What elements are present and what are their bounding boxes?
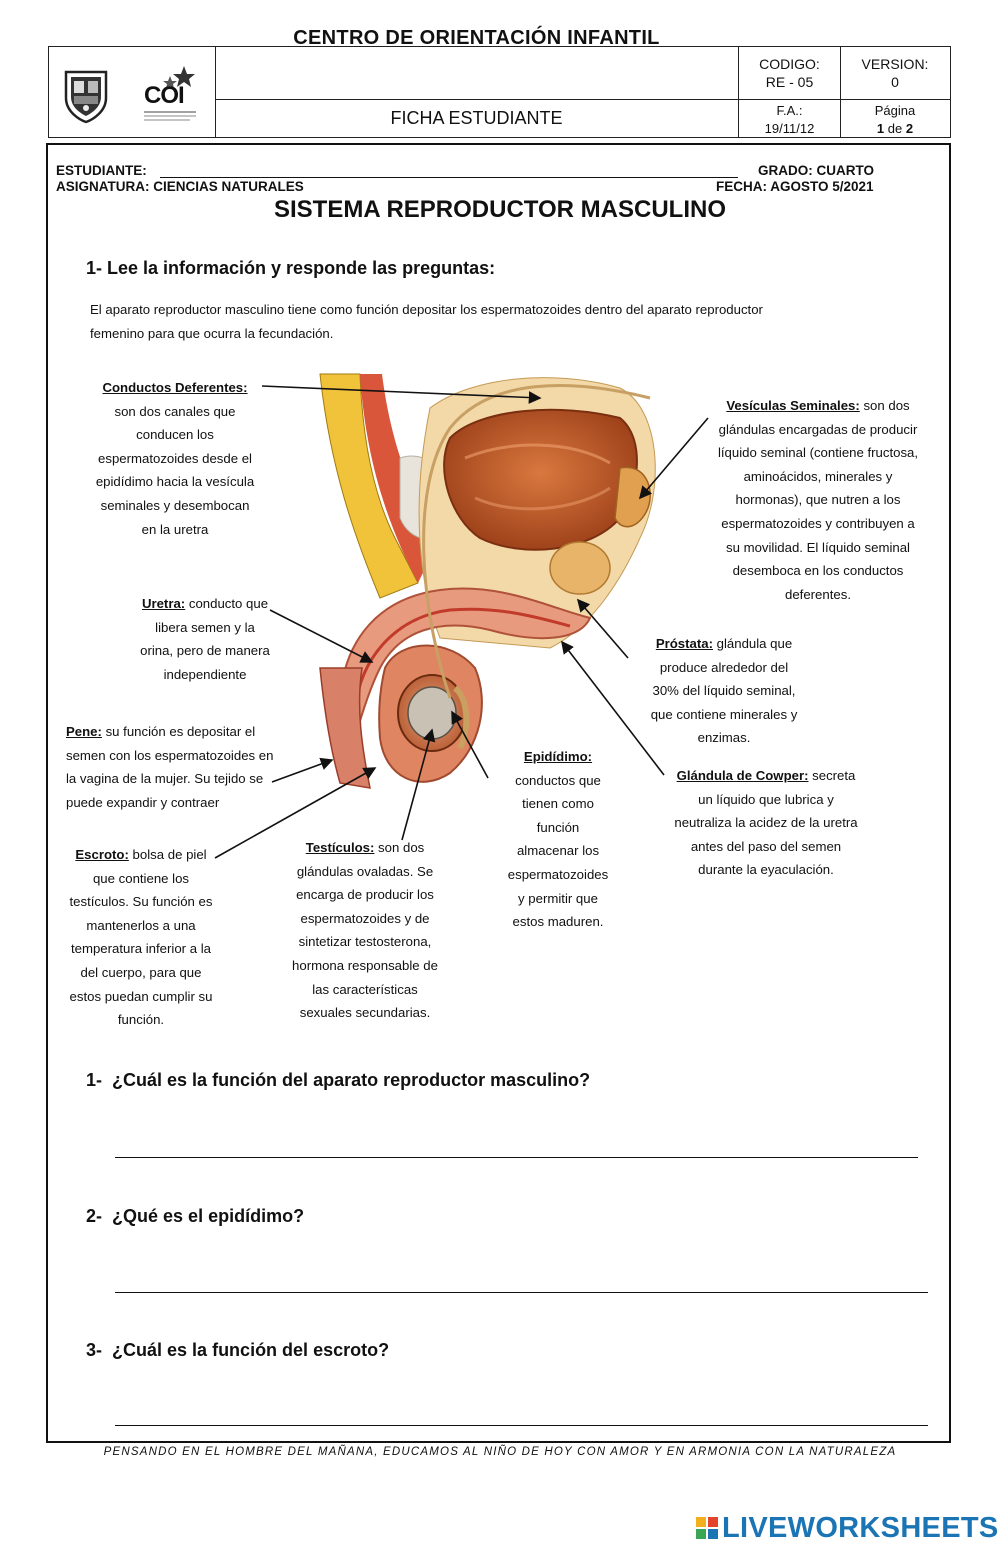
question-1: 1- ¿Cuál es la función del aparato reproductor masculino?	[86, 1070, 591, 1090]
version-label: VERSION:	[861, 56, 929, 72]
anatomy-illustration	[300, 368, 670, 803]
page-cell	[841, 102, 949, 138]
label-vesiculas-seminales: Vesículas Seminales: son dos glándulas encargadas de producir líquido seminal (contiene fructosa, aminoácidos, minerales y hormonas), que nutren a los espermatozoides y contribuyen a su movilidad. El líquido seminal desemboca en los conductos deferentes.	[717, 398, 919, 602]
label-conductos-deferentes: Conductos Deferentes: son dos canales que conducen los espermatozoides desde el epidídimo hacia la vesícula seminales y desembocan en la uretra	[95, 380, 255, 537]
page-title: SISTEMA REPRODUCTOR MASCULINO	[273, 196, 726, 223]
school-shield-logo	[62, 68, 110, 124]
label-epididimo: Epidídimo: conductos que tienen como función almacenar los espermatozoides y permitir que estos maduren.	[507, 749, 609, 930]
subject: ASIGNATURA: CIENCIAS NATURALES	[56, 179, 304, 194]
date: FECHA: AGOSTO 5/2021	[716, 179, 874, 194]
coi-logo-text: COI	[144, 82, 184, 109]
answer-line-2[interactable]	[115, 1292, 928, 1293]
fa-label: F.A.:	[776, 103, 803, 118]
page-label: Página	[874, 103, 916, 118]
page-number: 1 de 2	[876, 121, 914, 136]
form-type: FICHA ESTUDIANTE	[390, 108, 563, 128]
code-cell	[739, 55, 840, 91]
grade: GRADO: CUARTO	[758, 163, 874, 178]
student-name-line[interactable]	[160, 177, 738, 178]
school-motto: PENSANDO EN EL HOMBRE DEL MAÑANA, EDUCAMOS AL NIÑO DE HOY CON AMOR Y EN ARMONIA CON LA NATURALEZA	[103, 1446, 897, 1458]
label-prostata: Próstata: glándula que produce alrededor del 30% del líquido seminal, que contiene minerales y enzimas.	[650, 636, 798, 746]
answer-line-3[interactable]	[115, 1425, 928, 1426]
code-label: CODIGO:	[759, 56, 820, 72]
version-value: 0	[891, 74, 899, 90]
version-cell	[841, 55, 949, 91]
label-escroto: Escroto: bolsa de piel que contiene los testículos. Su función es mantenerlos a una temperatura inferior a la del cuerpo, para que estos puedan cumplir su función.	[69, 847, 213, 1028]
label-glandula-cowper: Glándula de Cowper: secreta un líquido que lubrica y neutraliza la acidez de la uretra antes del paso del semen durante la eyaculación.	[674, 768, 858, 878]
institution-name: CENTRO DE ORIENTACIÓN INFANTIL	[293, 27, 660, 49]
liveworksheets-text: LIVEWORKSHEETS	[722, 1511, 999, 1544]
coi-logo	[140, 64, 200, 126]
liveworksheets-watermark[interactable]	[696, 1510, 999, 1546]
question-3: 3- ¿Cuál es la función del escroto?	[86, 1340, 390, 1360]
fa-value: 19/11/12	[764, 121, 815, 136]
label-pene: Pene: su función es depositar el semen con los espermatozoides en la vagina de la mujer. Su tejido se puede expandir y contraer	[66, 724, 274, 810]
liveworksheets-icon	[696, 1517, 718, 1539]
intro-text: El aparato reproductor masculino tiene como función depositar los espermatozoides dentro del aparato reproductor femenino para que ocurra la fecundación.	[90, 302, 763, 341]
question-2: 2- ¿Qué es el epidídimo?	[86, 1206, 305, 1226]
urinary-bladder	[444, 410, 637, 550]
student-label: ESTUDIANTE:	[56, 163, 147, 178]
prostate	[550, 542, 610, 594]
label-testiculos: Testículos: son dos glándulas ovaladas. Se encarga de producir los espermatozoides y de sintetizar testosterona, hormona responsable de las características sexuales secundarias.	[292, 840, 438, 1021]
answer-line-1[interactable]	[115, 1157, 918, 1158]
code-value: RE - 05	[765, 74, 814, 90]
label-uretra: Uretra: conducto que libera semen y la orina, pero de manera independiente	[140, 596, 270, 682]
instruction: 1- Lee la información y responde las preguntas:	[86, 258, 496, 278]
fa-cell	[739, 102, 840, 138]
